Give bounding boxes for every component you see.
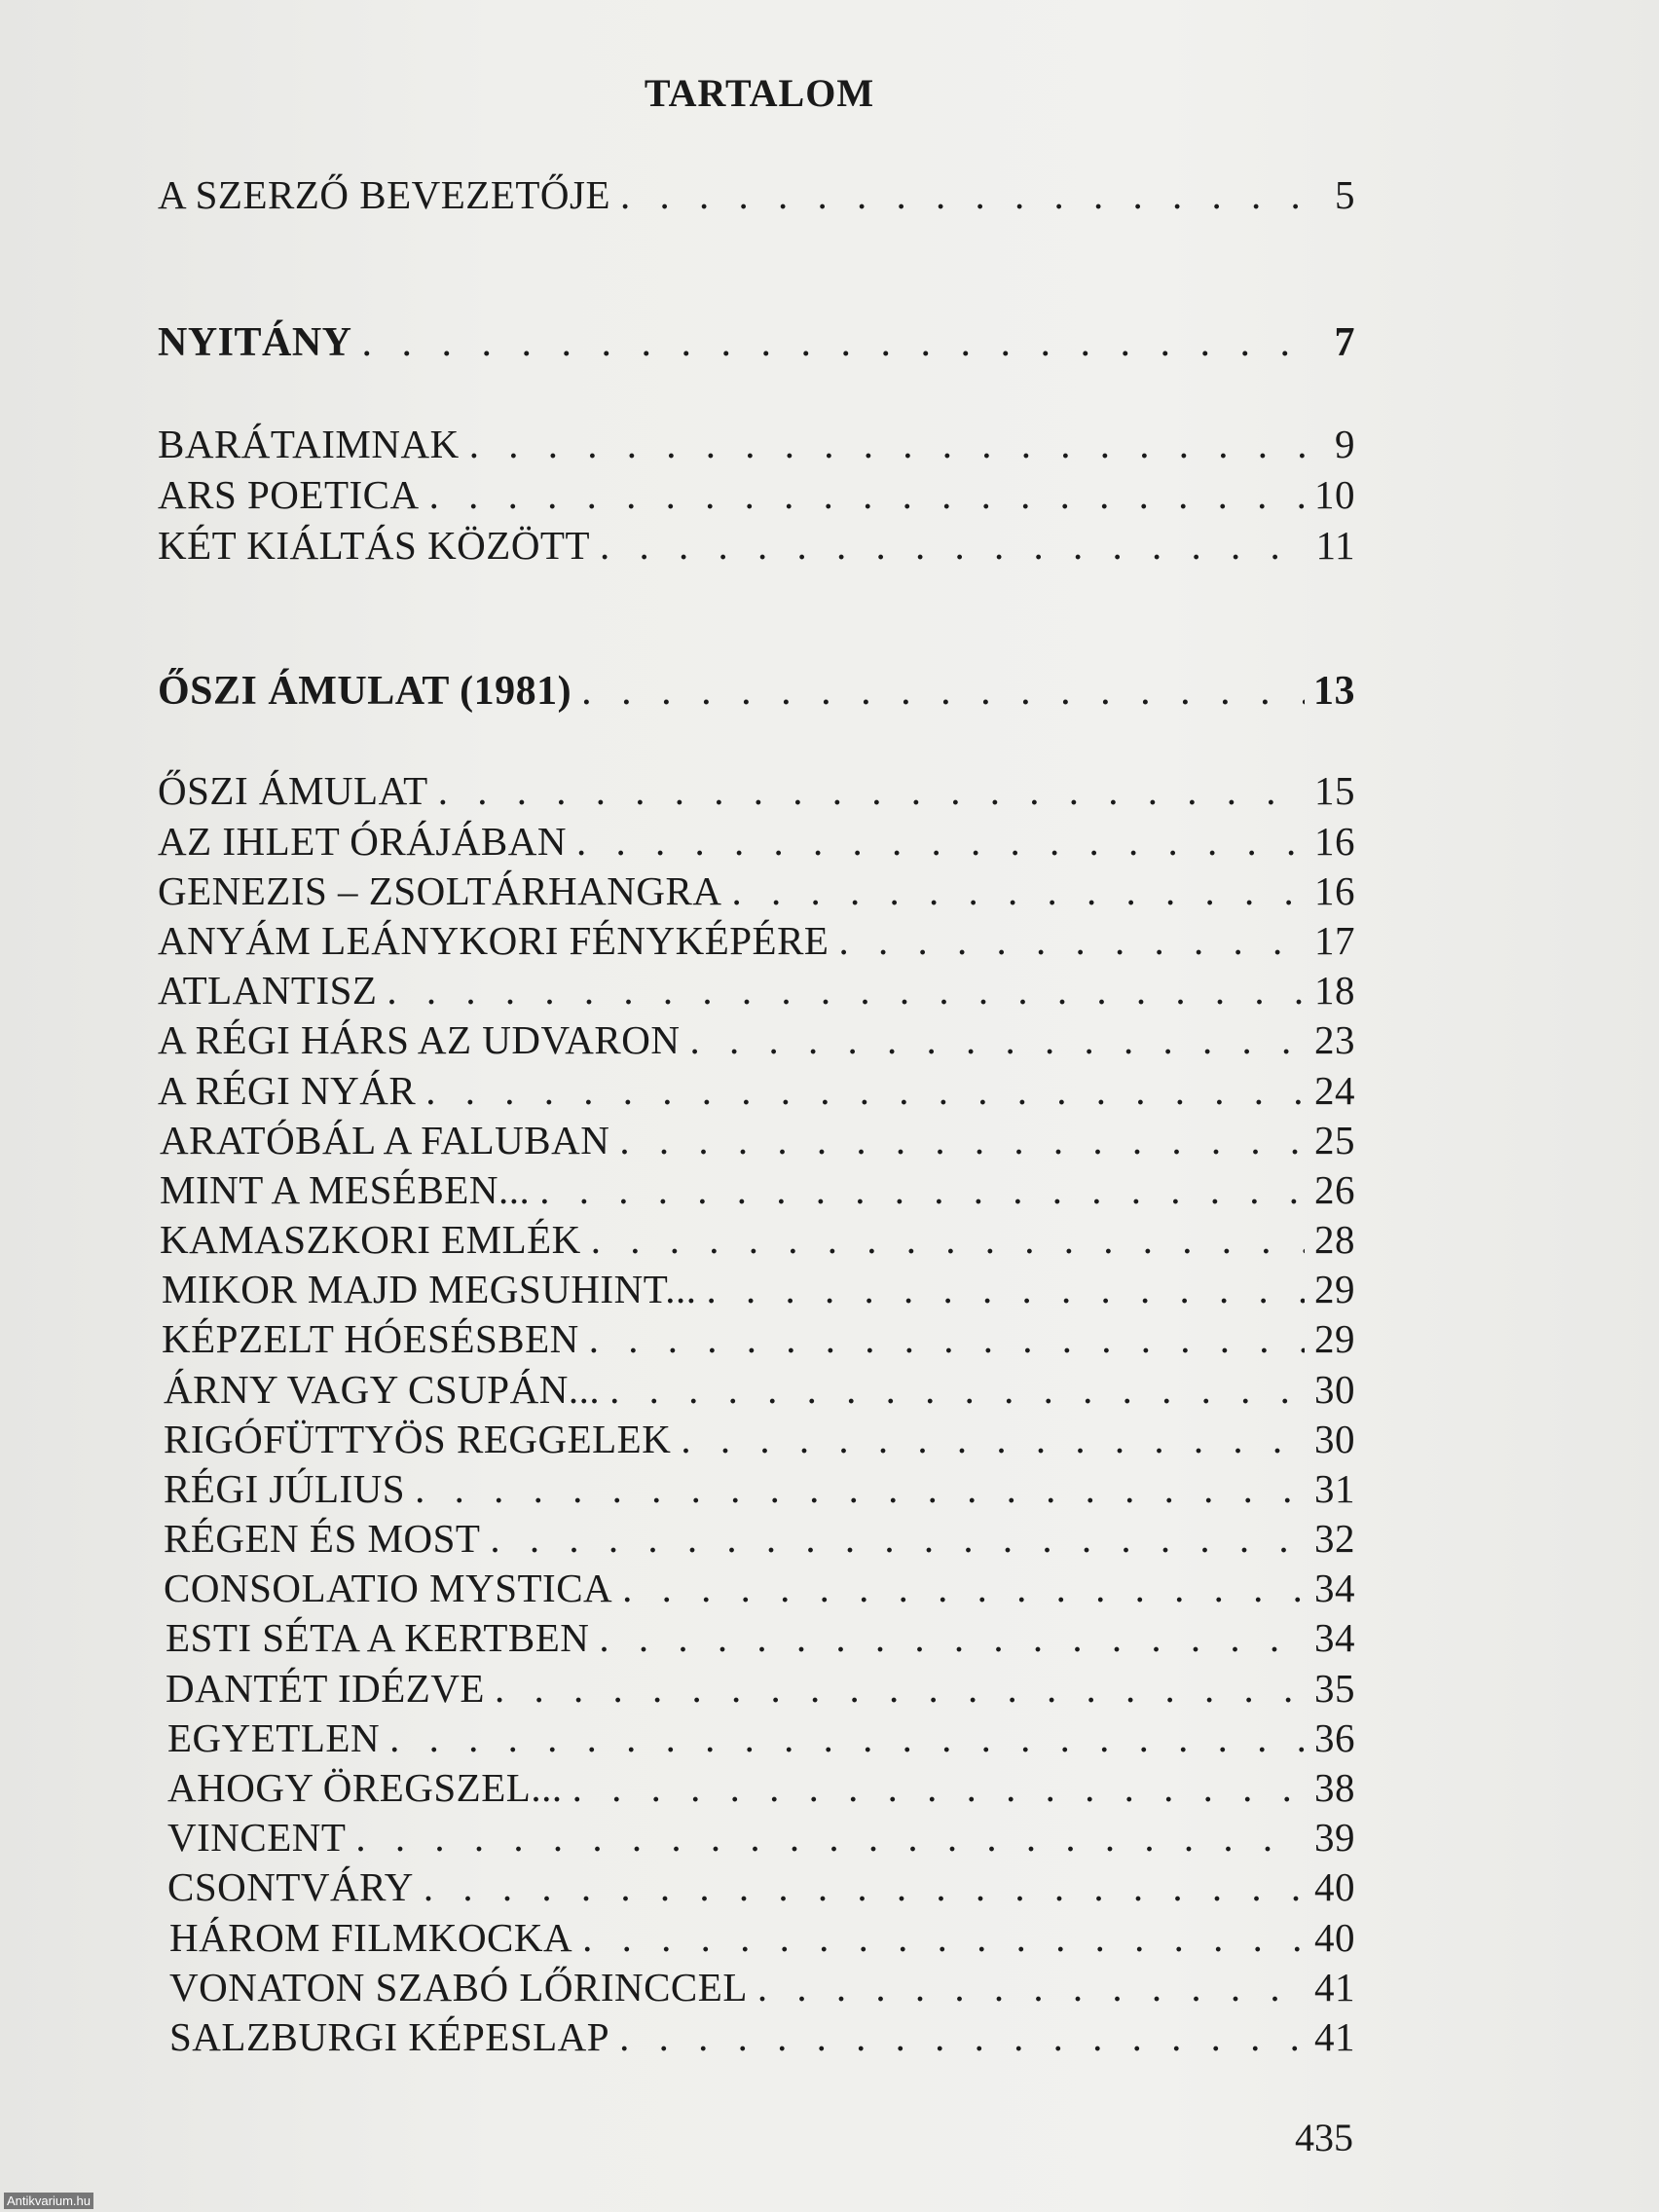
toc-entry-title: RIGÓFÜTTYÖS REGGELEK: [164, 1417, 672, 1461]
toc-entry-page: 40: [1314, 1915, 1355, 1960]
toc-entry-page: 36: [1314, 1715, 1355, 1760]
toc-entry-page: 29: [1314, 1267, 1355, 1311]
toc-entry-title: BARÁTAIMNAK: [158, 422, 460, 466]
toc-entry-page: 24: [1314, 1068, 1355, 1113]
toc-entry: [158, 967, 1355, 1015]
dot-leader: [600, 522, 1305, 569]
dot-leader: [599, 1614, 1305, 1661]
toc-entry-page: 30: [1314, 1417, 1355, 1461]
toc-entry-title: A RÉGI NYÁR: [158, 1068, 417, 1113]
toc-entry-title: ŐSZI ÁMULAT: [158, 768, 428, 813]
toc-entry-page: 7: [1334, 320, 1355, 365]
dot-leader: [424, 1863, 1305, 1910]
watermark: Antikvarium.hu: [4, 2193, 93, 2209]
dot-leader: [572, 1764, 1305, 1811]
toc-entry-title: NYITÁNY: [158, 320, 352, 365]
dot-leader: [490, 1515, 1305, 1562]
toc-heading: TARTALOM: [644, 71, 875, 115]
toc-entry: [160, 1166, 1355, 1215]
toc-entry-page: 28: [1314, 1217, 1355, 1262]
toc-entry: [169, 1914, 1355, 1963]
toc-entry-title: VONATON SZABÓ LŐRINCCEL: [169, 1965, 748, 2009]
toc-entry: [158, 1016, 1355, 1065]
toc-entry-title: ANYÁM LEÁNYKORI FÉNYKÉPÉRE: [158, 918, 830, 963]
toc-entry-title: A SZERZŐ BEVEZETŐJE: [158, 172, 611, 217]
dot-leader: [362, 319, 1305, 366]
toc-entry-page: 5: [1335, 172, 1355, 217]
toc-entry: [158, 917, 1355, 966]
toc-entry-intro: [158, 171, 1355, 220]
toc-section-heading: [158, 668, 1355, 717]
toc-entry: [169, 2013, 1355, 2062]
toc-entry: [158, 818, 1355, 866]
toc-entry: [162, 1315, 1355, 1364]
toc-entry-title: CSONTVÁRY: [167, 1864, 414, 1909]
dot-leader: [689, 1016, 1305, 1063]
toc-entry-page: 34: [1314, 1566, 1355, 1610]
dot-leader: [582, 1914, 1305, 1961]
toc-entry: [162, 1266, 1355, 1314]
dot-leader: [539, 1166, 1305, 1213]
toc-entry-page: 31: [1314, 1466, 1355, 1511]
toc-entry-page: 35: [1314, 1666, 1355, 1711]
toc-entry: [158, 522, 1355, 571]
toc-entry-page: 26: [1314, 1167, 1355, 1212]
toc-entry-title: KAMASZKORI EMLÉK: [160, 1217, 581, 1262]
dot-leader: [355, 1814, 1305, 1861]
dot-leader: [591, 1216, 1305, 1263]
toc-entry-title: ARATÓBÁL A FALUBAN: [160, 1118, 610, 1162]
toc-entry: [158, 1067, 1355, 1116]
toc-entry-title: KÉPZELT HÓESÉSBEN: [162, 1316, 579, 1361]
dot-leader: [619, 1117, 1305, 1163]
toc-entry-page: 9: [1335, 422, 1355, 466]
toc-entry: [158, 867, 1355, 916]
toc-entry-title: ATLANTISZ: [158, 968, 378, 1013]
toc-entry: [166, 1665, 1355, 1714]
dot-leader: [387, 967, 1305, 1014]
toc-entry-title: CONSOLATIO MYSTICA: [164, 1566, 613, 1610]
dot-leader: [495, 1665, 1305, 1712]
toc-entry: [158, 421, 1355, 469]
toc-entry: [158, 767, 1355, 816]
toc-section-heading: [158, 319, 1355, 368]
toc-entry-page: 40: [1314, 1864, 1355, 1909]
dot-leader: [589, 1315, 1305, 1362]
toc-entry: [169, 1964, 1355, 2012]
toc-entry-page: 34: [1314, 1615, 1355, 1660]
dot-leader: [706, 1266, 1305, 1312]
page-number: 435: [1295, 2116, 1353, 2159]
dot-leader: [622, 1565, 1305, 1611]
dot-leader: [757, 1964, 1305, 2010]
toc-entry-page: 30: [1314, 1367, 1355, 1412]
dot-leader: [838, 917, 1305, 964]
toc-entry: [166, 1614, 1355, 1663]
toc-entry-title: GENEZIS – ZSOLTÁRHANGRA: [158, 868, 722, 913]
toc-entry-title: KÉT KIÁLTÁS KÖZÖTT: [158, 523, 591, 568]
toc-entry-page: 41: [1314, 2014, 1355, 2059]
toc-entry-title: SALZBURGI KÉPESLAP: [169, 2014, 610, 2059]
toc-entry-title: AZ IHLET ÓRÁJÁBAN: [158, 819, 568, 864]
toc-entry: [167, 1814, 1355, 1862]
toc-entry-page: 41: [1314, 1965, 1355, 2009]
toc-entry-page: 17: [1314, 918, 1355, 963]
toc-entry: [164, 1465, 1355, 1514]
toc-entry-title: AHOGY ÖREGSZEL...: [167, 1765, 563, 1810]
dot-leader: [581, 668, 1305, 715]
toc-entry-title: EGYETLEN: [167, 1715, 381, 1760]
toc-entry-title: RÉGEN ÉS MOST: [164, 1516, 481, 1561]
toc-entry: [167, 1714, 1355, 1763]
toc-entry-page: 29: [1314, 1316, 1355, 1361]
dot-leader: [609, 1366, 1305, 1413]
toc-entry-title: ARS POETICA: [158, 472, 420, 517]
toc-entry: [158, 471, 1355, 520]
dot-leader: [620, 171, 1305, 218]
toc-entry-title: ESTI SÉTA A KERTBEN: [166, 1615, 590, 1660]
toc-entry: [160, 1216, 1355, 1265]
toc-entry: [160, 1117, 1355, 1165]
toc-entry-title: ŐSZI ÁMULAT (1981): [158, 669, 572, 714]
toc-entry-page: 13: [1313, 669, 1355, 714]
toc-entry-title: VINCENT: [167, 1815, 347, 1860]
toc-entry-page: 11: [1315, 523, 1355, 568]
toc-entry-title: ÁRNY VAGY CSUPÁN...: [164, 1367, 601, 1412]
toc-entry: [164, 1366, 1355, 1415]
dot-leader: [681, 1416, 1305, 1462]
dot-leader: [731, 867, 1305, 914]
toc-entry: [167, 1764, 1355, 1813]
toc-entry-page: 16: [1314, 868, 1355, 913]
toc-entry-page: 18: [1314, 968, 1355, 1013]
toc-entry-page: 23: [1314, 1017, 1355, 1062]
dot-leader: [425, 1067, 1305, 1114]
toc-entry: [164, 1515, 1355, 1564]
toc-entry-title: MIKOR MAJD MEGSUHINT...: [162, 1267, 697, 1311]
dot-leader: [576, 818, 1305, 865]
toc-entry: [164, 1565, 1355, 1613]
toc-entry-page: 25: [1314, 1118, 1355, 1162]
toc-entry-page: 32: [1314, 1516, 1355, 1561]
toc-entry-page: 16: [1314, 819, 1355, 864]
toc-entry-title: DANTÉT IDÉZVE: [166, 1666, 485, 1711]
dot-leader: [619, 2013, 1305, 2060]
toc-entry-title: MINT A MESÉBEN...: [160, 1167, 531, 1212]
toc-entry-title: RÉGI JÚLIUS: [164, 1466, 406, 1511]
toc-entry-title: A RÉGI HÁRS AZ UDVARON: [158, 1017, 681, 1062]
dot-leader: [438, 767, 1305, 814]
dot-leader: [469, 421, 1305, 467]
dot-leader: [389, 1714, 1305, 1761]
toc-entry-page: 38: [1314, 1765, 1355, 1810]
dot-leader: [415, 1465, 1305, 1512]
toc-entry: [164, 1416, 1355, 1464]
toc-entry: [167, 1863, 1355, 1912]
toc-entry-page: 39: [1314, 1815, 1355, 1860]
toc-entry-page: 10: [1314, 472, 1355, 517]
dot-leader: [429, 471, 1305, 518]
toc-entry-page: 15: [1314, 768, 1355, 813]
toc-entry-title: HÁROM FILMKOCKA: [169, 1915, 573, 1960]
